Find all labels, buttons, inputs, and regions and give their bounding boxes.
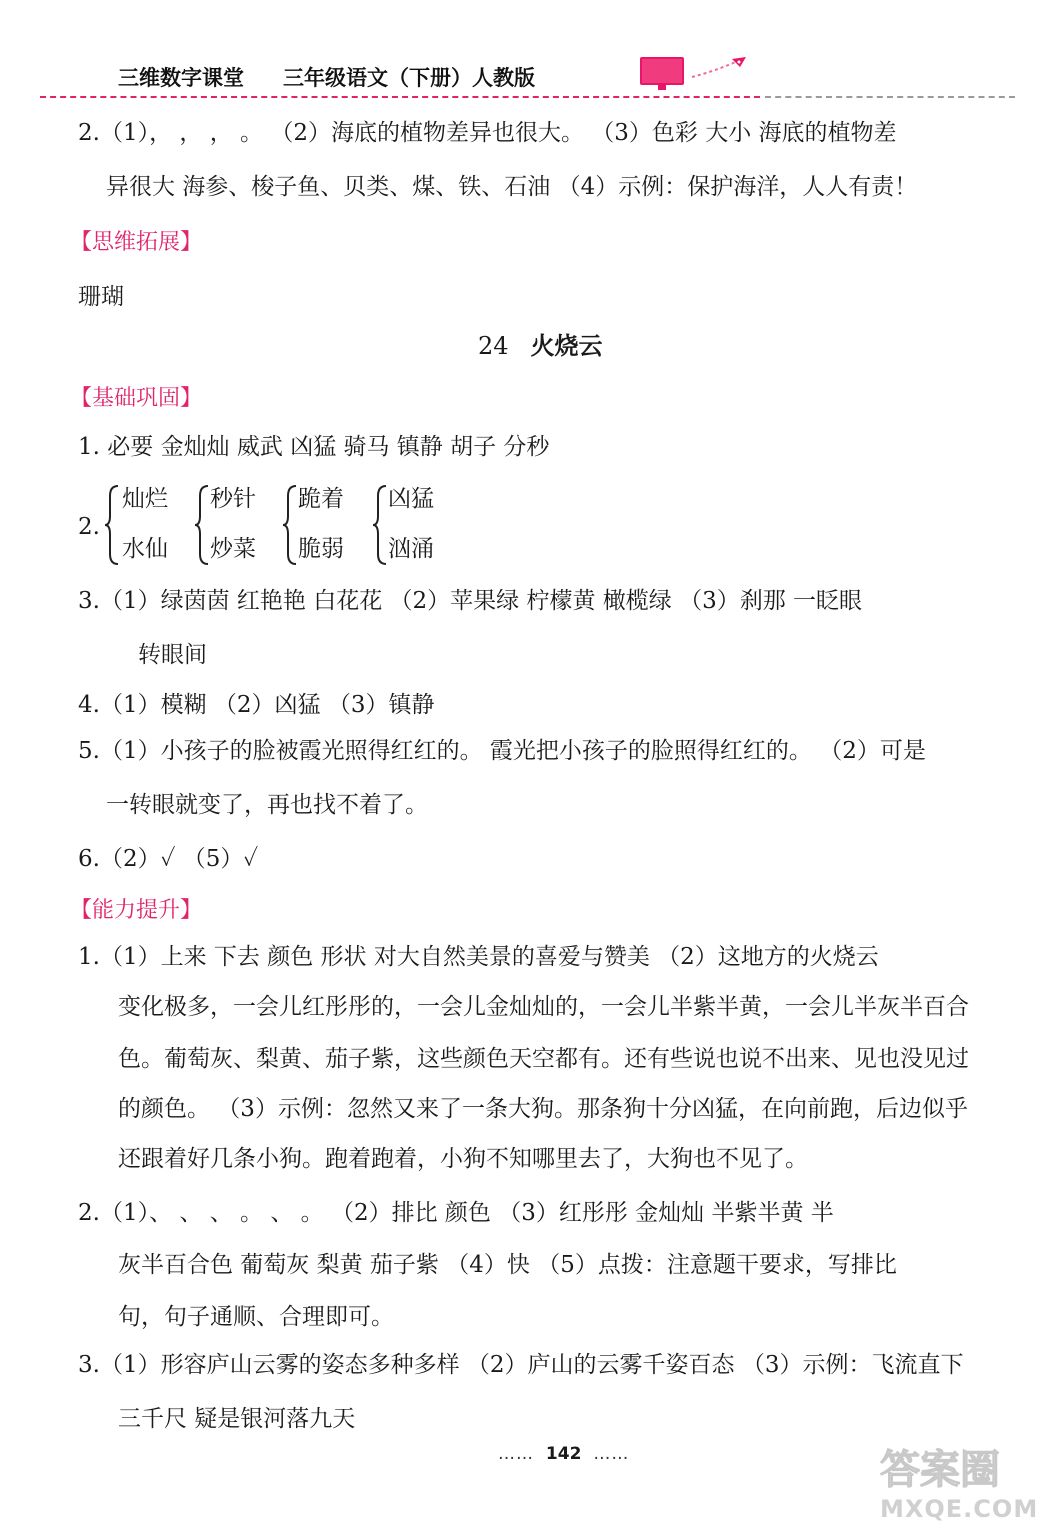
header-divider-right — [765, 96, 1015, 98]
ability-q2-line2: 灰半百合色 葡萄灰 梨黄 茄子紫 （4）快 （5）点拨：注意题干要求，写排比 — [118, 1252, 897, 1278]
thinking-answer: 珊瑚 — [78, 284, 124, 310]
section-thinking-text: 思维拓展 — [92, 230, 181, 255]
ability-q1-line5: 还跟着好几条小狗。跑着跑着，小狗不知哪里去了，大狗也不见了。 — [118, 1146, 808, 1172]
basic-q2-number: 2. — [78, 514, 100, 540]
basic-q6: 6.（2）✓ （5）✓ — [78, 846, 259, 872]
lesson-name: 火烧云 — [530, 332, 603, 360]
brace-pair-3 — [282, 484, 298, 570]
basic-q5-line1: 5.（1）小孩子的脸被霞光照得红红的。 霞光把小孩子的脸照得红红的。 （2）可是 — [78, 738, 926, 764]
lesson-number: 24 — [478, 332, 509, 360]
basic-q4: 4.（1）模糊 （2）凶猛 （3）镇静 — [78, 692, 435, 718]
section-basic-text: 基础巩固 — [92, 386, 181, 411]
ability-q2-line1: 2.（1）、 、 、 。 、 。 （2）排比 颜色 （3）红彤彤 金灿灿 半紫半黄 半 — [78, 1200, 834, 1226]
lesson-title — [478, 326, 603, 361]
ability-q3-line2: 三千尺 疑是银河落九天 — [118, 1406, 356, 1432]
ability-q1-line4: 的颜色。 （3）示例：忽然又来了一条大狗。那条狗十分凶猛，在向前跑，后边似乎 — [118, 1096, 968, 1122]
ability-q1-line3: 色。葡萄灰、梨黄、茄子紫，这些颜色天空都有。还有些说也说不出来、见也没见过 — [118, 1046, 969, 1072]
header-logo-icon — [640, 55, 750, 93]
q2-answer-line1: 2.（1）， ， ， 。 （2）海底的植物差异也很大。 （3）色彩 大小 海底的植物差 — [78, 120, 897, 146]
basic-q3-line1: 3.（1）绿茵茵 红艳艳 白花花 （2）苹果绿 柠檬黄 橄榄绿 （3）刹那 一眨眼 — [78, 588, 863, 614]
pair-2-top: 秒针 — [210, 486, 256, 512]
pair-3-top: 跪着 — [298, 486, 344, 512]
basic-q1: 1. 必要 金灿灿 威武 凶猛 骑马 镇静 胡子 分秒 — [78, 434, 550, 460]
brace-icon — [372, 484, 388, 566]
ability-q3-line1: 3.（1）形容庐山云雾的姿态多种多样 （2）庐山的云雾千姿百态 （3）示例：飞流直下 — [78, 1352, 964, 1378]
ability-q1-line1: 1.（1）上来 下去 颜色 形状 对大自然美景的喜爱与赞美 （2）这地方的火烧云 — [78, 944, 879, 970]
footer-dots-right: …… — [593, 1444, 630, 1464]
section-thinking-label: 【思维拓展】 — [70, 230, 203, 255]
page-number: 142 — [545, 1444, 582, 1464]
pair-4-top: 凶猛 — [388, 486, 434, 512]
pair-1-top: 灿烂 — [122, 486, 168, 512]
watermark-text: 答案圈 — [880, 1447, 1000, 1493]
pair-2-bottom: 炒菜 — [210, 536, 256, 562]
header-divider — [40, 96, 760, 98]
footer-dots-left: …… — [498, 1444, 534, 1464]
section-ability-label: 【能力提升】 — [70, 898, 203, 923]
header-series: 三维数字课堂 — [118, 66, 244, 90]
brace-pair-1 — [104, 484, 120, 570]
brace-icon — [282, 484, 298, 566]
brace-icon — [194, 484, 210, 566]
watermark-url: MXQE.COM — [880, 1495, 1039, 1523]
section-basic-label: 【基础巩固】 — [70, 386, 203, 411]
basic-q5-line2: 一转眼就变了，再也找不着了。 — [106, 792, 428, 818]
pair-4-bottom: 汹涌 — [388, 536, 434, 562]
page-number-footer — [498, 1444, 629, 1464]
basic-q3-line2: 转眼间 — [138, 642, 207, 668]
pair-3-bottom: 脆弱 — [298, 536, 344, 562]
watermark-logo — [880, 1438, 1040, 1528]
section-ability-text: 能力提升 — [92, 898, 181, 923]
ability-q2-line3: 句，句子通顺、合理即可。 — [118, 1304, 394, 1330]
ability-q1-line2: 变化极多，一会儿红彤彤的，一会儿金灿灿的，一会儿半紫半黄，一会儿半灰半百合 — [118, 994, 969, 1020]
brace-icon — [104, 484, 120, 566]
q2-answer-line2: 异很大 海参、梭子鱼、贝类、煤、铁、石油 （4）示例：保护海洋，人人有责！ — [106, 174, 918, 200]
brace-pair-2 — [194, 484, 210, 570]
header-book-title: 三年级语文（下册）人教版 — [283, 66, 535, 90]
brace-pair-4 — [372, 484, 388, 570]
pair-1-bottom: 水仙 — [122, 536, 168, 562]
